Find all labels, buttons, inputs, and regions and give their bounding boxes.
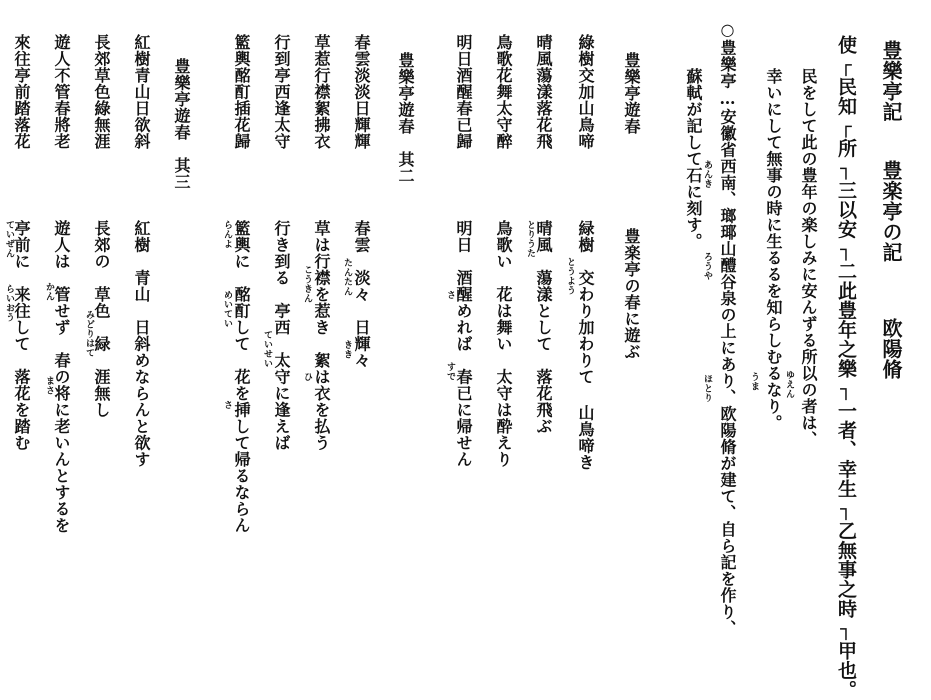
poem3-line-2: 長郊草色綠無涯	[92, 34, 111, 150]
poem3-line-4: 來往亭前踏落花	[12, 34, 31, 150]
ruby-tantan: たんたん	[342, 258, 352, 296]
poem1-yomi-1: 緑樹 交わり加わりて 山鳥啼き	[576, 220, 595, 471]
poem2-yomi-2: 草は行襟を惹き 絮は衣を払う	[312, 220, 331, 451]
poem1-line-2: 晴風蕩漾落花飛	[534, 34, 553, 150]
poem3-title: 豊樂亭遊春 其三	[172, 58, 191, 190]
poem1-line-3: 鳥歌花舞太守醉	[494, 34, 513, 150]
poem3-yomi-4: 亭前に 来往して 落花を踏む	[12, 220, 31, 451]
poem3-line-3: 遊人不管春將老	[52, 34, 71, 150]
title-yomi: 豊楽亭の記	[879, 160, 903, 263]
ruby-hotori: ほとり	[702, 374, 712, 403]
poem1-title: 豊樂亭遊春	[622, 52, 641, 135]
poem1-line-1: 綠樹交加山鳥啼	[576, 34, 595, 150]
ruby-roya: ろうや	[702, 252, 712, 281]
ruby-toriuta: とりうた	[525, 220, 535, 258]
poem1-yomi-3: 鳥歌い 花は舞い 太守は酔えり	[494, 220, 513, 468]
ruby-teizen: ていぜん	[4, 220, 14, 258]
poem1-yomi-4: 明日 酒醒めれば 春已に帰せん	[454, 220, 473, 468]
poem2-line-3: 行到亭西逢太守	[272, 34, 291, 150]
poem1-line-4: 明日酒醒春已歸	[454, 34, 473, 150]
poem3-yomi-1: 紅樹 青山 日斜めならんと欲す	[132, 220, 151, 468]
ruby-koukin: こうきん	[302, 265, 312, 303]
poem2-yomi-4: 籃輿に 酩酊して 花を挿して帰るならん	[232, 220, 251, 534]
poem3-yomi-2: 長郊の 草色 緑 涯無し	[92, 220, 111, 418]
poem2-line-2: 草惹行襟絮拂衣	[312, 34, 331, 150]
ruby-teisei: ていせい	[262, 330, 272, 368]
ruby-sude: すで	[445, 362, 455, 381]
poem3-line-1: 紅樹青山日欲斜	[132, 34, 151, 150]
ruby-toyou: とうよう	[565, 257, 575, 295]
ruby-sa2: さ	[222, 400, 232, 410]
preface-yomi-2: 幸いにして無事の時に生るるを知らしむるなり。	[764, 68, 783, 431]
note-line-1: ○豊樂亭…安徽省西南、瑯瑘山醴谷泉の上にあり、欧陽脩が建て、自ら記を作り、	[718, 20, 737, 637]
preface-kanbun: 使┌民知┌所┐三以安┐二此豊年之樂┐一者、幸生┐乙無事之時┐甲也。	[835, 35, 857, 700]
ruby-ranyo: らんよ	[222, 220, 232, 249]
ruby-yuen: ゆえん	[784, 370, 794, 399]
ruby-kan: かん	[44, 282, 54, 301]
poem2-line-4: 籃輿酩酊插花歸	[232, 34, 251, 150]
ruby-raiou: らいおう	[4, 284, 14, 322]
ruby-sa: さ	[445, 290, 455, 300]
ruby-masa: まさ	[44, 376, 54, 395]
ruby-hi: ひ	[302, 372, 312, 382]
ruby-anki: あんき	[702, 160, 712, 189]
title-author: 欧陽脩	[879, 318, 903, 380]
poem2-title: 豊樂亭遊春 其二	[396, 52, 415, 184]
poem3-yomi-3: 遊人は 管せず 春の将に老いんとするを	[52, 220, 71, 534]
ruby-meitei: めいてい	[222, 290, 232, 328]
note-line-2: 蘇軾が記して石に刻す。	[684, 68, 703, 250]
ruby-midorihate: みどりはて	[84, 310, 94, 358]
poem2-line-1: 春雲淡淡日輝輝	[352, 34, 371, 150]
ruby-kiki: きき	[342, 340, 352, 359]
poem2-yomi-1: 春雲 淡々 日輝々	[352, 220, 371, 369]
title-kanbun: 豊樂亭記	[879, 40, 903, 122]
poem2-yomi-3: 行き到る 亭西 太守に逢えば	[272, 220, 291, 451]
poem1-title-yomi: 豊楽亭の春に遊ぶ	[622, 228, 641, 360]
ruby-uma: うま	[749, 372, 759, 391]
preface-yomi-1: 民をして此の豊年の楽しみに安んずる所以の者は、	[799, 68, 818, 448]
poem1-yomi-2: 晴風 蕩漾として 落花飛ぶ	[534, 220, 553, 435]
